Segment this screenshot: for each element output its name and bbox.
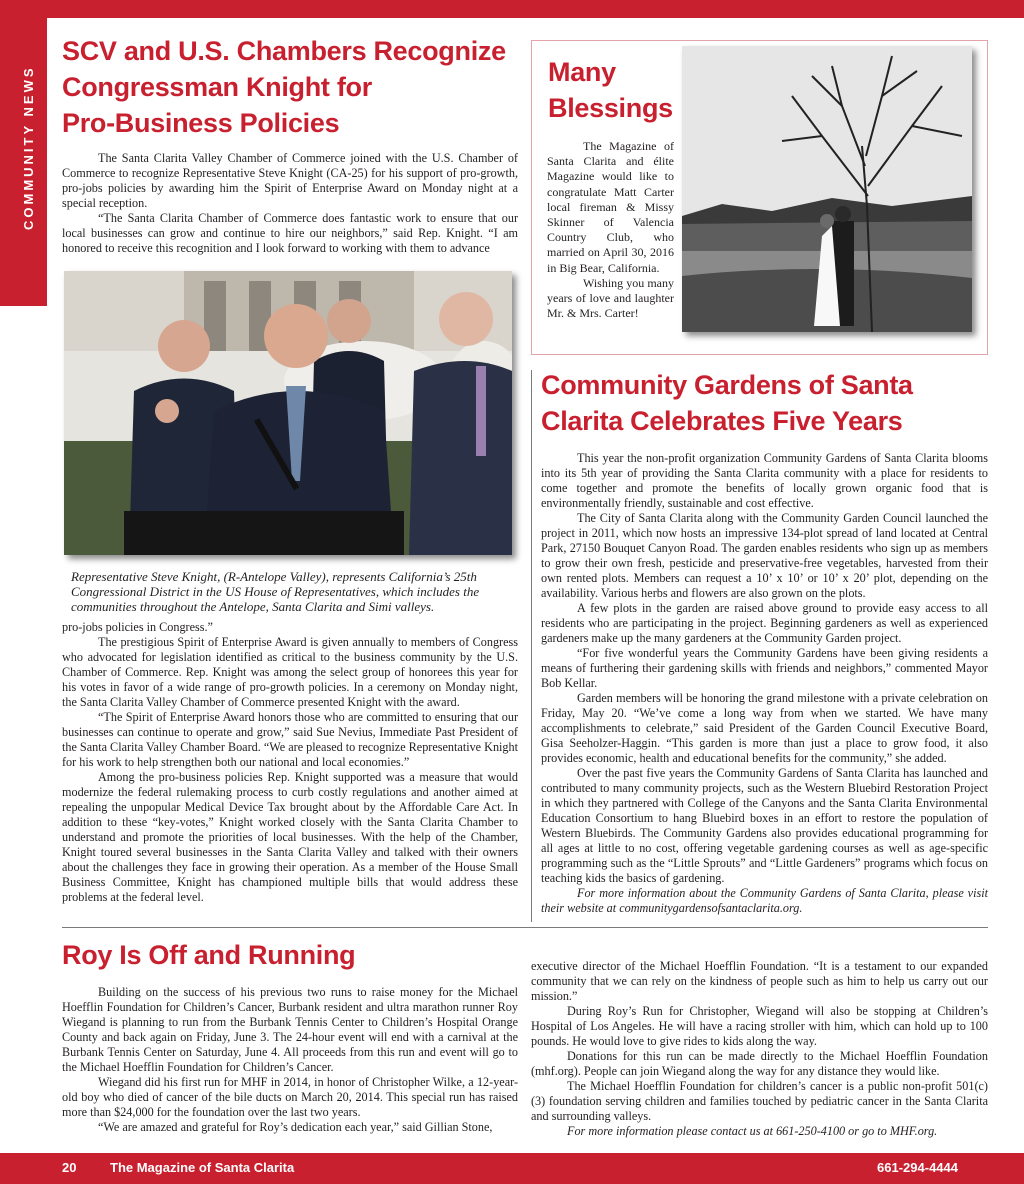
photo-caption: Representative Steve Knight, (R-Antelope Valley), represents California’s 25th Congressional District in the US House of Representatives, which includes the communities throughout the Antelope, Santa Clarita and Simi valleys. bbox=[71, 569, 480, 614]
paragraph: The prestigious Spirit of Enterprise Award is given annually to members of Congress who advocated for legislation identified as critical to the business community by the U.S. Chamber of Commerce. Rep. Knight was among the select group of honorees this year for his votes in favor of a wide range of pro-growth policies. In a ceremony on Monday night, the Santa Clarita Valley Chamber of Commerce presented Knight with the award. bbox=[62, 635, 518, 709]
blessings-text bbox=[547, 139, 674, 321]
paragraph: executive director of the Michael Hoefflin Foundation. “It is a testament to our expanded community that we can rely on the kindness of people such as him to help us carry out our mission.” bbox=[531, 959, 988, 1003]
top-color-bar bbox=[0, 0, 1024, 18]
wedding-photo bbox=[682, 46, 972, 332]
column-rule bbox=[531, 370, 532, 922]
congressman-photo bbox=[64, 271, 512, 555]
paragraph: The Magazine of Santa Clarita and élite Magazine would like to congratulate Matt Carter local fireman & Missy Skinner of Valencia Country Club, who married on April 30, 2016 in Big Bear, California. bbox=[547, 139, 674, 275]
paragraph: Wishing you many years of love and laughter Mr. & Mrs. Carter! bbox=[547, 275, 674, 321]
article3-left bbox=[62, 985, 518, 1135]
paragraph: The City of Santa Clarita along with the Community Garden Council launched the project in 2011, which now hosts an impressive 134-plot spread of land located at Central Park, 27150 Bouquet Canyon Road. The garden enables residents who sign up as members to grow their own fresh, pesticide and preservative-free vegetables, harvested from their own rented plots. Members can request a 10’ x 10’ or 10’ x 20’ plot, depending on the availability. Various herbs and flowers are also grown on the plots. bbox=[541, 511, 988, 600]
headline-line: Pro-Business Policies bbox=[62, 108, 340, 138]
magazine-name: The Magazine of Santa Clarita bbox=[110, 1160, 295, 1175]
paragraph: Wiegand did his first run for MHF in 2014, in honor of Christopher Wilke, a 12-year-old boy who died of cancer of the bile ducts on March 20, 2014. This special run has raised more than $24,000 for the foundation over the last two years. bbox=[62, 1075, 518, 1119]
section-label: COMMUNITY NEWS bbox=[21, 65, 36, 230]
article3-headline: Roy Is Off and Running bbox=[62, 940, 356, 970]
closing-note: For more information about the Community Gardens of Santa Clarita, please visit their website at communitygardensofsantaclarita.org. bbox=[541, 886, 988, 915]
paragraph: Over the past five years the Community Gardens of Santa Clarita has launched and contributed to many community projects, such as the Western Bluebird Restoration Project in which they partnered with College of the Canyons and the Santa Clarita Environmental Education Consortium to hang Bluebird boxes in an effort to restore the population of Western Bluebirds. The Community Gardens also provides educational programming for all ages at little to no cost, offering vegetable gardening courses as well as age-specific programming such as the “Little Sprouts” and “Little Gardeners” programs which focus on teaching kids the basics of gardening. bbox=[541, 766, 988, 885]
paragraph: During Roy’s Run for Christopher, Wiegand will also be stopping at Children’s Hospital of Los Angeles. He will have a racing stroller with him, which can hold up to 100 pounds. He would love to give rides to kids along the way. bbox=[531, 1004, 988, 1048]
congressman-photo-image bbox=[64, 271, 512, 555]
article1-headline bbox=[62, 33, 522, 141]
footer-phone: 661-294-4444 bbox=[877, 1160, 958, 1175]
paragraph: Garden members will be honoring the grand milestone with a private celebration on Friday, May 20. “We’ve come a long way from when we started. We have many accomplishments to celebrate,” said President of the Garden Council Executive Board, Gisa Seeholzer-Haggin. “This garden is more than just a place to grow food, it also provides economic, health and educational benefits for the community,” she added. bbox=[541, 691, 988, 765]
paragraph: Building on the success of his previous two runs to raise money for the Michael Hoefflin Foundation for Children’s Cancer, Burbank resident and ultra marathon runner Roy Wiegand is planning to run from the Burbank Tennis Center to Children’s Hospital Orange County and back again on Friday, June 3. The 24-hour event will end with a carnival at the Burbank Tennis Center on Saturday, June 4. All proceeds from this run and event will go to the Michael Hoefflin Foundation for Children’s Cancer. bbox=[62, 985, 518, 1074]
headline-line: Blessings bbox=[548, 93, 673, 123]
headline-line: Community Gardens of Santa bbox=[541, 370, 913, 400]
section-divider bbox=[62, 927, 988, 928]
paragraph: Among the pro-business policies Rep. Knight supported was a measure that would modernize the federal rulemaking process to curb costly regulations and another aimed at repealing the unpopular Medical Device Tax brought about by the Affordable Care Act. In addition to these “key-votes,” Knight worked closely with the Santa Clarita Chamber to understand and promote the priorities of local businesses. With the help of the Chamber, Knight toured several businesses in the Santa Clarita Valley and talked with their owners about the challenges they face in growing their operation. As a member of the House Small Business Committee, Knight has championed multiple bills that would address these problems at the federal level. bbox=[62, 770, 518, 904]
article1-intro bbox=[62, 151, 518, 256]
blessings-headline bbox=[548, 54, 688, 126]
page-footer bbox=[0, 1153, 1024, 1184]
article2-headline bbox=[541, 367, 991, 439]
paragraph: “We are amazed and grateful for Roy’s dedication each year,” said Gillian Stone, bbox=[98, 1120, 493, 1134]
page-number: 20 bbox=[62, 1160, 77, 1175]
article2-body bbox=[541, 451, 988, 916]
paragraph: A few plots in the garden are raised above ground to provide easy access to all residents who are participating in the project. Beginning gardeners as well as experienced gardeners make up the many gardeners at the Community Garden project. bbox=[541, 601, 988, 645]
paragraph: “The Santa Clarita Chamber of Commerce does fantastic work to ensure that our local businesses can grow and continue to hire our neighbors,” said Rep. Knight. “I am honored to receive this recognition and I look forward to working with them to advance bbox=[62, 211, 518, 255]
paragraph: Donations for this run can be made directly to the Michael Hoefflin Foundation (mhf.org). People can join Wiegand along the way for any distance they would like. bbox=[531, 1049, 988, 1078]
paragraph: This year the non-profit organization Community Gardens of Santa Clarita blooms into its 5th year of providing the Santa Clarita community with a place for residents to come together and promote the benefits of locally grown organic food that is environmentally friendly, sustainable and cost effective. bbox=[541, 451, 988, 510]
paragraph: “The Spirit of Enterprise Award honors those who are committed to ensuring that our businesses can continue to operate and grow,” said Sue Nevius, Immediate Past President of the Santa Clarita Valley Chamber Board. “We are pleased to recognize Representative Knight for his work to help strengthen both our national and local economies.” bbox=[62, 710, 518, 769]
article3-right bbox=[531, 959, 988, 1139]
headline-line: Clarita Celebrates Five Years bbox=[541, 406, 903, 436]
paragraph: pro-jobs policies in Congress.” bbox=[62, 620, 213, 634]
paragraph: The Santa Clarita Valley Chamber of Commerce joined with the U.S. Chamber of Commerce to recognize Representative Steve Knight (CA-25) for his support of pro-growth, pro-jobs policies by awarding him the Spirit of Enterprise Award on Monday night at a special reception. bbox=[62, 151, 518, 210]
headline-line: Congressman Knight for bbox=[62, 72, 372, 102]
paragraph: “For five wonderful years the Community Gardens have been giving residents a means of furthering their gardening skills with friends and neighbors,” commented Mayor Bob Kellar. bbox=[541, 646, 988, 690]
paragraph: The Michael Hoefflin Foundation for children’s cancer is a public non-profit 501(c)(3) foundation serving children and families touched by pediatric cancer in the Santa Clarita and surrounding valleys. bbox=[531, 1079, 988, 1123]
headline-line: SCV and U.S. Chambers Recognize bbox=[62, 36, 506, 66]
closing-note: For more information please contact us at 661-250-4100 or go to MHF.org. bbox=[567, 1124, 938, 1138]
article1-continued bbox=[62, 620, 518, 905]
headline-line: Many bbox=[548, 57, 616, 87]
wedding-photo-image bbox=[682, 46, 972, 332]
